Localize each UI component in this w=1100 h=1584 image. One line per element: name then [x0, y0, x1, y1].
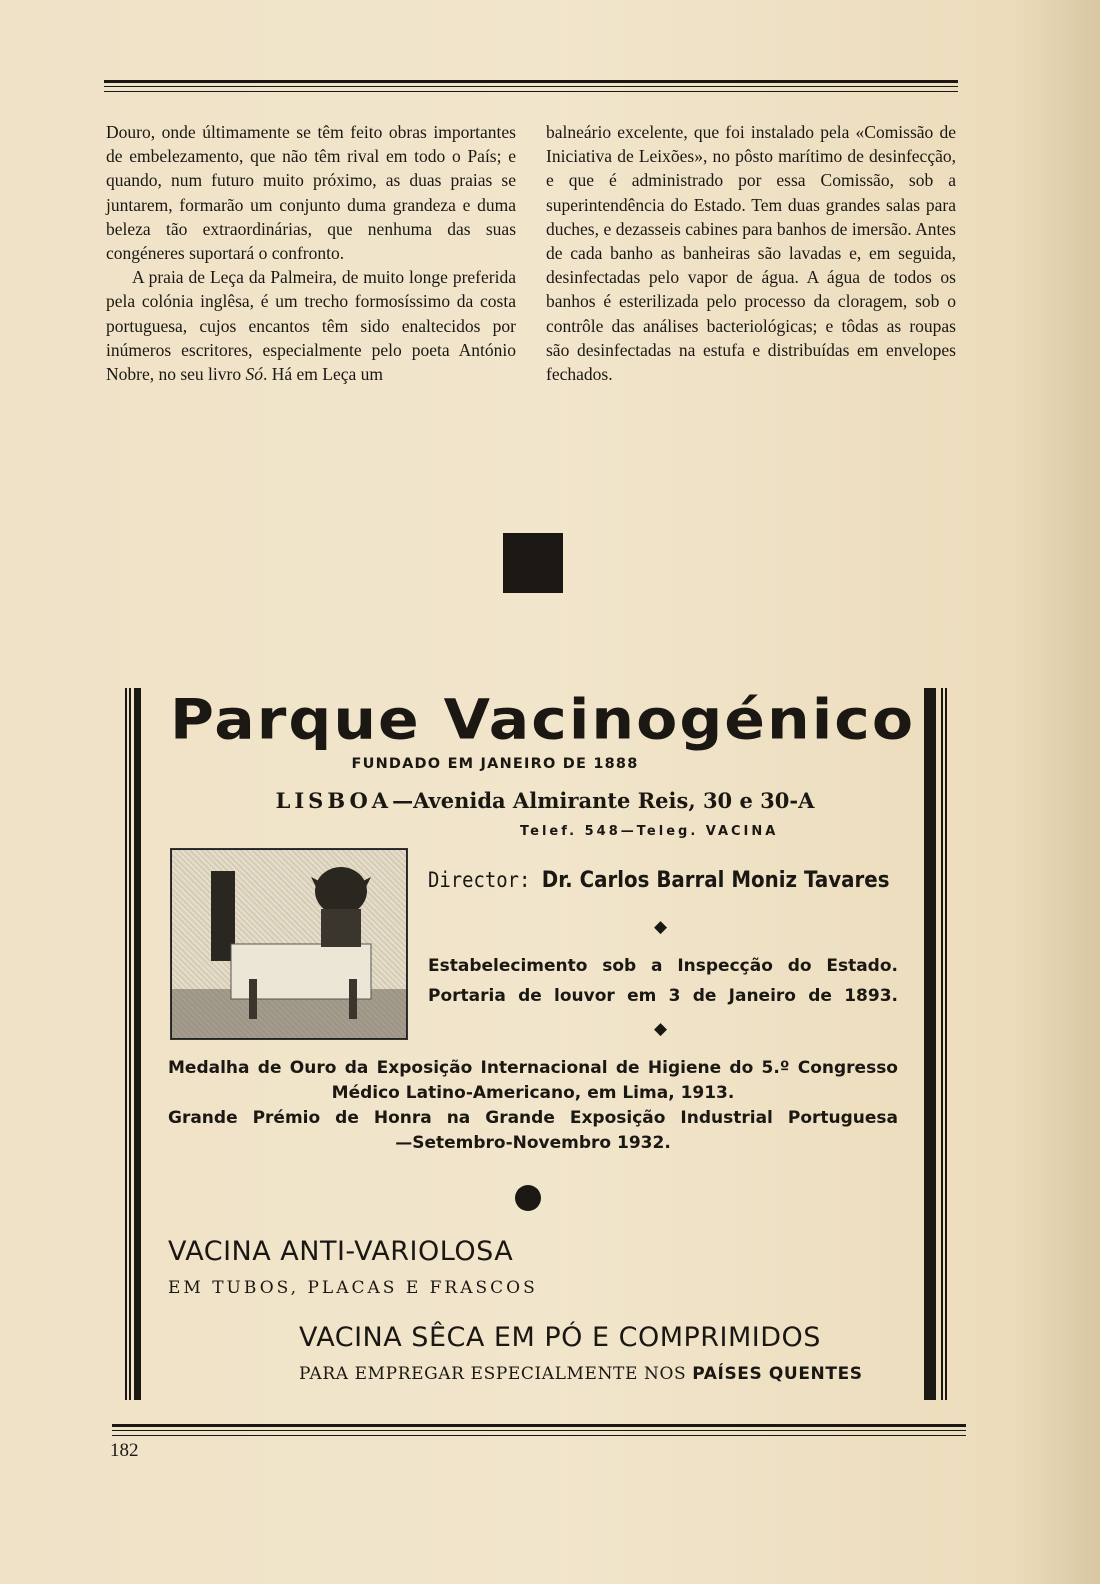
product-subtitle-text: PARA EMPREGAR ESPECIALMENTE NOS — [299, 1364, 687, 1384]
left-border-thin — [129, 688, 131, 1400]
director-line — [428, 868, 890, 893]
award-line: —Setembro-Novembro 1932. — [395, 1133, 671, 1153]
city-name: LISBOA — [275, 788, 393, 813]
product-subtitle-emphasis: PAÍSES QUENTES — [692, 1364, 863, 1384]
left-border-thick — [134, 688, 141, 1400]
product-title: VACINA ANTI-VARIOLOSA — [168, 1236, 514, 1267]
article-paragraph: balneário excelente, que foi instalado pela «Comissão de Iniciativa de Leixões», no pôsto marítimo de desinfecção, e que é administrado por essa Comissão, sob a superintendência do Estado. Tem duas grandes salas para duches, e dezasseis cabines para banhos de imersão. Antes de cada banho as banheiras são lavadas e, em seguida, desinfectadas pelo vapor de água. A água de todos os banhos é esterilizada pelo processo da cloragem, sob o contrôle das análises bacteriológicas; e tôdas as roupas são desinfectadas na estufa e distribuídas em envelopes fechados. — [546, 122, 956, 385]
page-number: 182 — [110, 1440, 139, 1461]
product-title: VACINA SÊCA EM PÓ E COMPRIMIDOS — [299, 1322, 821, 1353]
award-line: Médico Latino-Americano, em Lima, 1913. — [331, 1083, 735, 1103]
product-subtitle: EM TUBOS, PLACAS E FRASCOS — [168, 1278, 538, 1298]
left-border-thin — [125, 688, 127, 1400]
inspection-line: Portaria de louvor em 3 de Janeiro de 1893. — [428, 986, 898, 1006]
product-subtitle — [299, 1364, 899, 1384]
bullet-dot — [515, 1185, 541, 1211]
paragraph-text: A praia de Leça da Palmeira, de muito longe preferida pela colónia inglêsa, é um trecho formosíssimo da costa portuguesa, cujos encantos têm sido enaltecidos por inúmeros escritores, especialmente pelo poeta António Nobre, no seu livro — [106, 267, 516, 385]
right-border-thin — [945, 688, 947, 1400]
phone-line: Telef. 548—Teleg. VACINA — [520, 824, 779, 839]
paragraph-text: . Há em Leça um — [263, 364, 384, 385]
awards-block — [168, 1056, 898, 1156]
director-name: Dr. Carlos Barral Moniz Tavares — [541, 868, 890, 893]
article-paragraph — [106, 265, 516, 386]
right-border-thin — [941, 688, 943, 1400]
top-rule — [104, 80, 958, 91]
separator-square — [503, 533, 563, 593]
bottom-rule — [112, 1424, 966, 1435]
street-address: —Avenida Almirante Reis, 30 e 30-A — [392, 788, 815, 813]
article-paragraph: Douro, onde últimamente se têm feito obras importantes de embelezamento, que não têm rival em todo o País; e quando, num futuro muito próximo, as duas praias se juntarem, formarão um conjunto duma grandeza e duma beleza tão extraordinárias, que nenhuma das suas congéneres suportará o confronto. — [106, 122, 516, 264]
address-line — [235, 788, 855, 813]
director-label: Director: — [428, 868, 531, 892]
calf-photo — [170, 848, 408, 1040]
ad-title: Parque Vacinogénico — [169, 687, 916, 753]
article-left-column — [106, 120, 516, 386]
book-title: Só — [245, 364, 263, 385]
diamond-ornament: ◆ — [654, 1019, 668, 1039]
article-right-column — [546, 120, 956, 386]
inspection-block — [428, 951, 898, 1011]
award-line: Medalha de Ouro da Exposição Internacional de Higiene do 5.º Congresso — [168, 1058, 898, 1078]
right-border-thick — [924, 688, 936, 1400]
award-line: Grande Prémio de Honra na Grande Exposição Industrial Portuguesa — [168, 1108, 898, 1128]
advertisement — [125, 688, 950, 1400]
founded-line: FUNDADO EM JANEIRO DE 1888 — [351, 756, 639, 772]
calf-photo-icon — [171, 849, 407, 1039]
diamond-ornament: ◆ — [654, 917, 668, 937]
inspection-line: Estabelecimento sob a Inspecção do Estado. — [428, 956, 898, 976]
